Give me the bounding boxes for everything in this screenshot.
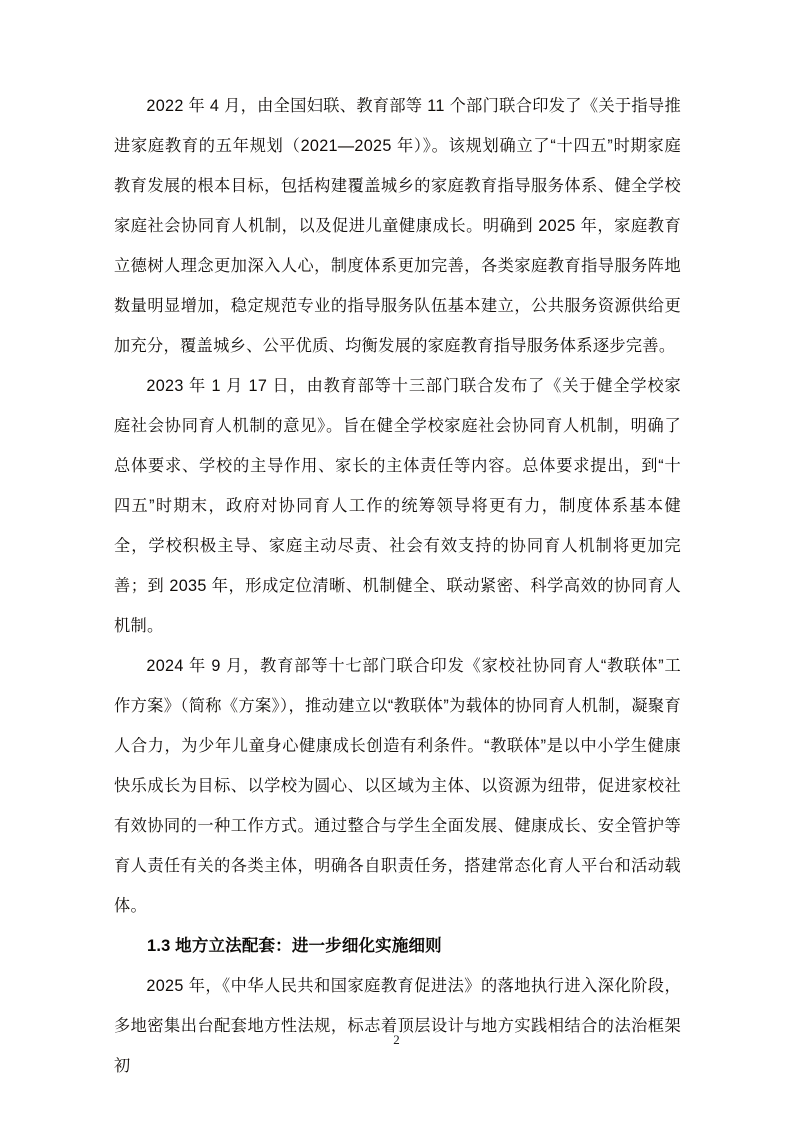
paragraph-2025-local-legislation: 2025 年，《中华人民共和国家庭教育促进法》的落地执行进入深化阶段，多地密集出台配套地方性法规，标志着顶层设计与地方实践相结合的法治框架初 (114, 977, 681, 1075)
section-heading-1-3: 1.3 地方立法配套：进一步细化实施细则 (147, 937, 442, 955)
paragraph-2024-jiaolianti-work-plan: 2024 年 9 月，教育部等十七部门联合印发《家校社协同育人“教联体”工作方案》（简称《方案》），推动建立以“教联体”为载体的协同育人机制，凝聚育人合力，为少年儿童身心健康成长创造有利条件。“教联体”是以中小学生健康快乐成长为目标、以学校为圆心、以区域为主体、以资源为纽带，促进家校社有效协同的一种工作方式。通过整合与学生全面发展、健康成长、安全管护等育人责任有关的各类主体，明确各自职责任务，搭建常态化育人平台和活动载体。 (114, 657, 681, 915)
page-number: 2 (393, 1032, 400, 1047)
paragraph-2022-five-year-plan: 2022 年 4 月，由全国妇联、教育部等 11 个部门联合印发了《关于指导推进家庭教育的五年规划（2021—2025 年）》。该规划确立了“十四五”时期家庭教育发展的根本目标，包括构建覆盖城乡的家庭教育指导服务体系、健全学校家庭社会协同育人机制，以及促进儿童健康成长。明确到 2025 年，家庭教育立德树人理念更加深入人心，制度体系更加完善，各类家庭教育指导服务阵地数量明显增加，稳定规范专业的指导服务队伍基本建立，公共服务资源供给更加充分，覆盖城乡、公平优质、均衡发展的家庭教育指导服务体系逐步完善。 (114, 97, 681, 355)
paragraph-2023-collaborative-education-opinion: 2023 年 1 月 17 日，由教育部等十三部门联合发布了《关于健全学校家庭社会协同育人机制的意见》。旨在健全学校家庭社会协同育人机制，明确了总体要求、学校的主导作用、家长的主体责任等内容。总体要求提出，到“十四五”时期末，政府对协同育人工作的统筹领导将更有力，制度体系基本健全，学校积极主导、家庭主动尽责、社会有效支持的协同育人机制将更加完善；到 2035 年，形成定位清晰、机制健全、联动紧密、科学高效的协同育人机制。 (114, 377, 681, 635)
page-content-column (114, 86, 681, 1086)
